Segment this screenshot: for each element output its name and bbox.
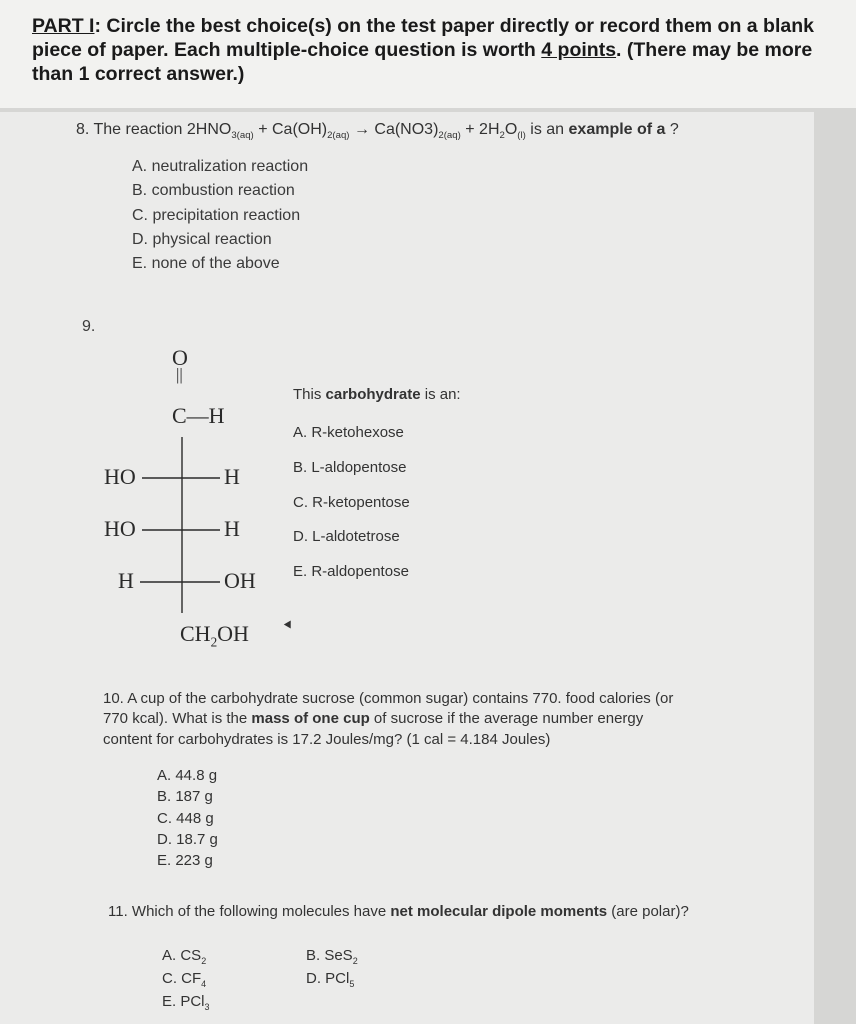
terminal-oh: OH (217, 621, 249, 646)
q8-option-e[interactable]: E. none of the above (132, 255, 280, 272)
terminal-sub: 2 (210, 634, 218, 650)
q10-line-3: content for carbohydrates is 17.2 Joules/mg? (1 cal = 4.184 Joules) (103, 731, 551, 748)
q9-option-b[interactable]: B. L-aldopentose (293, 459, 407, 476)
c4-left: H (118, 568, 134, 593)
terminal-ch: CH (180, 621, 211, 646)
instructions-body: : Circle the best choice(s) on the test paper directly or record them on a blank piece of paper. Each multiple-choice question is worth (32, 15, 814, 61)
q10-line-2-pre: 770 kcal). What is the (103, 710, 252, 727)
q11-option-e[interactable] (162, 993, 210, 1012)
q11-option-d-sub: 5 (349, 979, 355, 989)
q8-text: ? (665, 121, 679, 138)
q8-sub: 2(aq) (438, 130, 461, 142)
points-value: 4 points (541, 39, 617, 61)
q9-prompt-bold: carbohydrate (325, 386, 421, 403)
q9-option-c[interactable]: C. R-ketopentose (293, 494, 410, 511)
q8-option-b[interactable]: B. combustion reaction (132, 182, 295, 199)
q11-option-a-sub: 2 (201, 956, 207, 966)
instructions-tail: . (There may be more than 1 correct answer.) (32, 39, 813, 85)
q9-number: 9. (82, 318, 96, 335)
q11-text-pre: 11. Which of the following molecules have (108, 903, 391, 920)
q9-option-a[interactable]: A. R-ketohexose (293, 424, 404, 441)
c3-right: H (224, 516, 240, 541)
q8-bold: example of a (568, 121, 666, 138)
q9-option-e[interactable]: E. R-aldopentose (293, 563, 409, 580)
q11-option-d[interactable] (306, 970, 354, 989)
q8-text: 8. The reaction 2HNO (76, 121, 232, 138)
c2-right: H (224, 464, 240, 489)
q11-option-a-label: A. CS (162, 947, 202, 964)
q11-text-post: (are polar)? (607, 903, 689, 920)
q11-option-e-sub: 3 (204, 1002, 210, 1012)
fischer-projection (100, 345, 280, 655)
q8-sub: (l) (517, 130, 526, 142)
terminal-group (180, 621, 249, 650)
q11-option-c-label: C. CF (162, 970, 202, 987)
q9-prompt (293, 386, 461, 403)
q8-sub: 3(aq) (231, 130, 254, 142)
q9-prompt-pre: This (293, 386, 326, 403)
q11-option-c-sub: 4 (201, 979, 207, 989)
instructions-header (0, 0, 856, 108)
q11-option-c[interactable] (162, 970, 206, 989)
q10-option-b[interactable]: B. 187 g (157, 788, 213, 805)
q9-option-d[interactable]: D. L-aldotetrose (293, 528, 400, 545)
q11-option-b-label: B. SeS (306, 947, 353, 964)
double-bond: || (176, 365, 183, 384)
q8-option-a[interactable]: A. neutralization reaction (132, 158, 309, 175)
q11-text-bold: net molecular dipole moments (390, 903, 608, 920)
q10-option-c[interactable]: C. 448 g (157, 810, 214, 827)
q11-option-b[interactable] (306, 947, 358, 966)
q10-option-e[interactable]: E. 223 g (157, 852, 213, 869)
q11-option-a[interactable] (162, 947, 206, 966)
q8-text: is an (525, 121, 569, 138)
q11-option-d-label: D. PCl (306, 970, 350, 987)
q10-line-1: 10. A cup of the carbohydrate sucrose (common sugar) contains 770. food calories (or (103, 690, 674, 707)
question-8 (76, 121, 679, 141)
q8-text: + 2H (460, 121, 500, 138)
fischer-bonds (100, 345, 280, 655)
q10-option-d[interactable]: D. 18.7 g (157, 831, 218, 848)
q10-line-2 (103, 710, 643, 727)
carbonyl-oxygen: O (172, 345, 188, 370)
q8-option-c[interactable]: C. precipitation reaction (132, 207, 301, 224)
q9-prompt-post: is an: (420, 386, 461, 403)
q11-text (108, 903, 689, 920)
q10-option-a[interactable]: A. 44.8 g (157, 767, 218, 784)
instructions-text (32, 14, 852, 86)
q8-text: → Ca(NO3) (349, 121, 439, 138)
c2-left: HO (104, 464, 136, 489)
q10-line-2-bold: mass of one cup (251, 710, 370, 727)
c4-right: OH (224, 568, 256, 593)
aldehyde-group: C—H (172, 403, 225, 428)
part-label: PART I (32, 15, 95, 37)
q8-sub: 2 (499, 130, 505, 142)
c3-left: HO (104, 516, 136, 541)
q11-option-e-label: E. PCl (162, 993, 205, 1010)
q10-line-2-post: of sucrose if the average number energy (369, 710, 644, 727)
q8-text: O (504, 121, 518, 138)
q8-option-d[interactable]: D. physical reaction (132, 231, 272, 248)
q8-text: + Ca(OH) (253, 121, 328, 138)
q8-sub: 2(aq) (327, 130, 350, 142)
q11-option-b-sub: 2 (352, 956, 358, 966)
